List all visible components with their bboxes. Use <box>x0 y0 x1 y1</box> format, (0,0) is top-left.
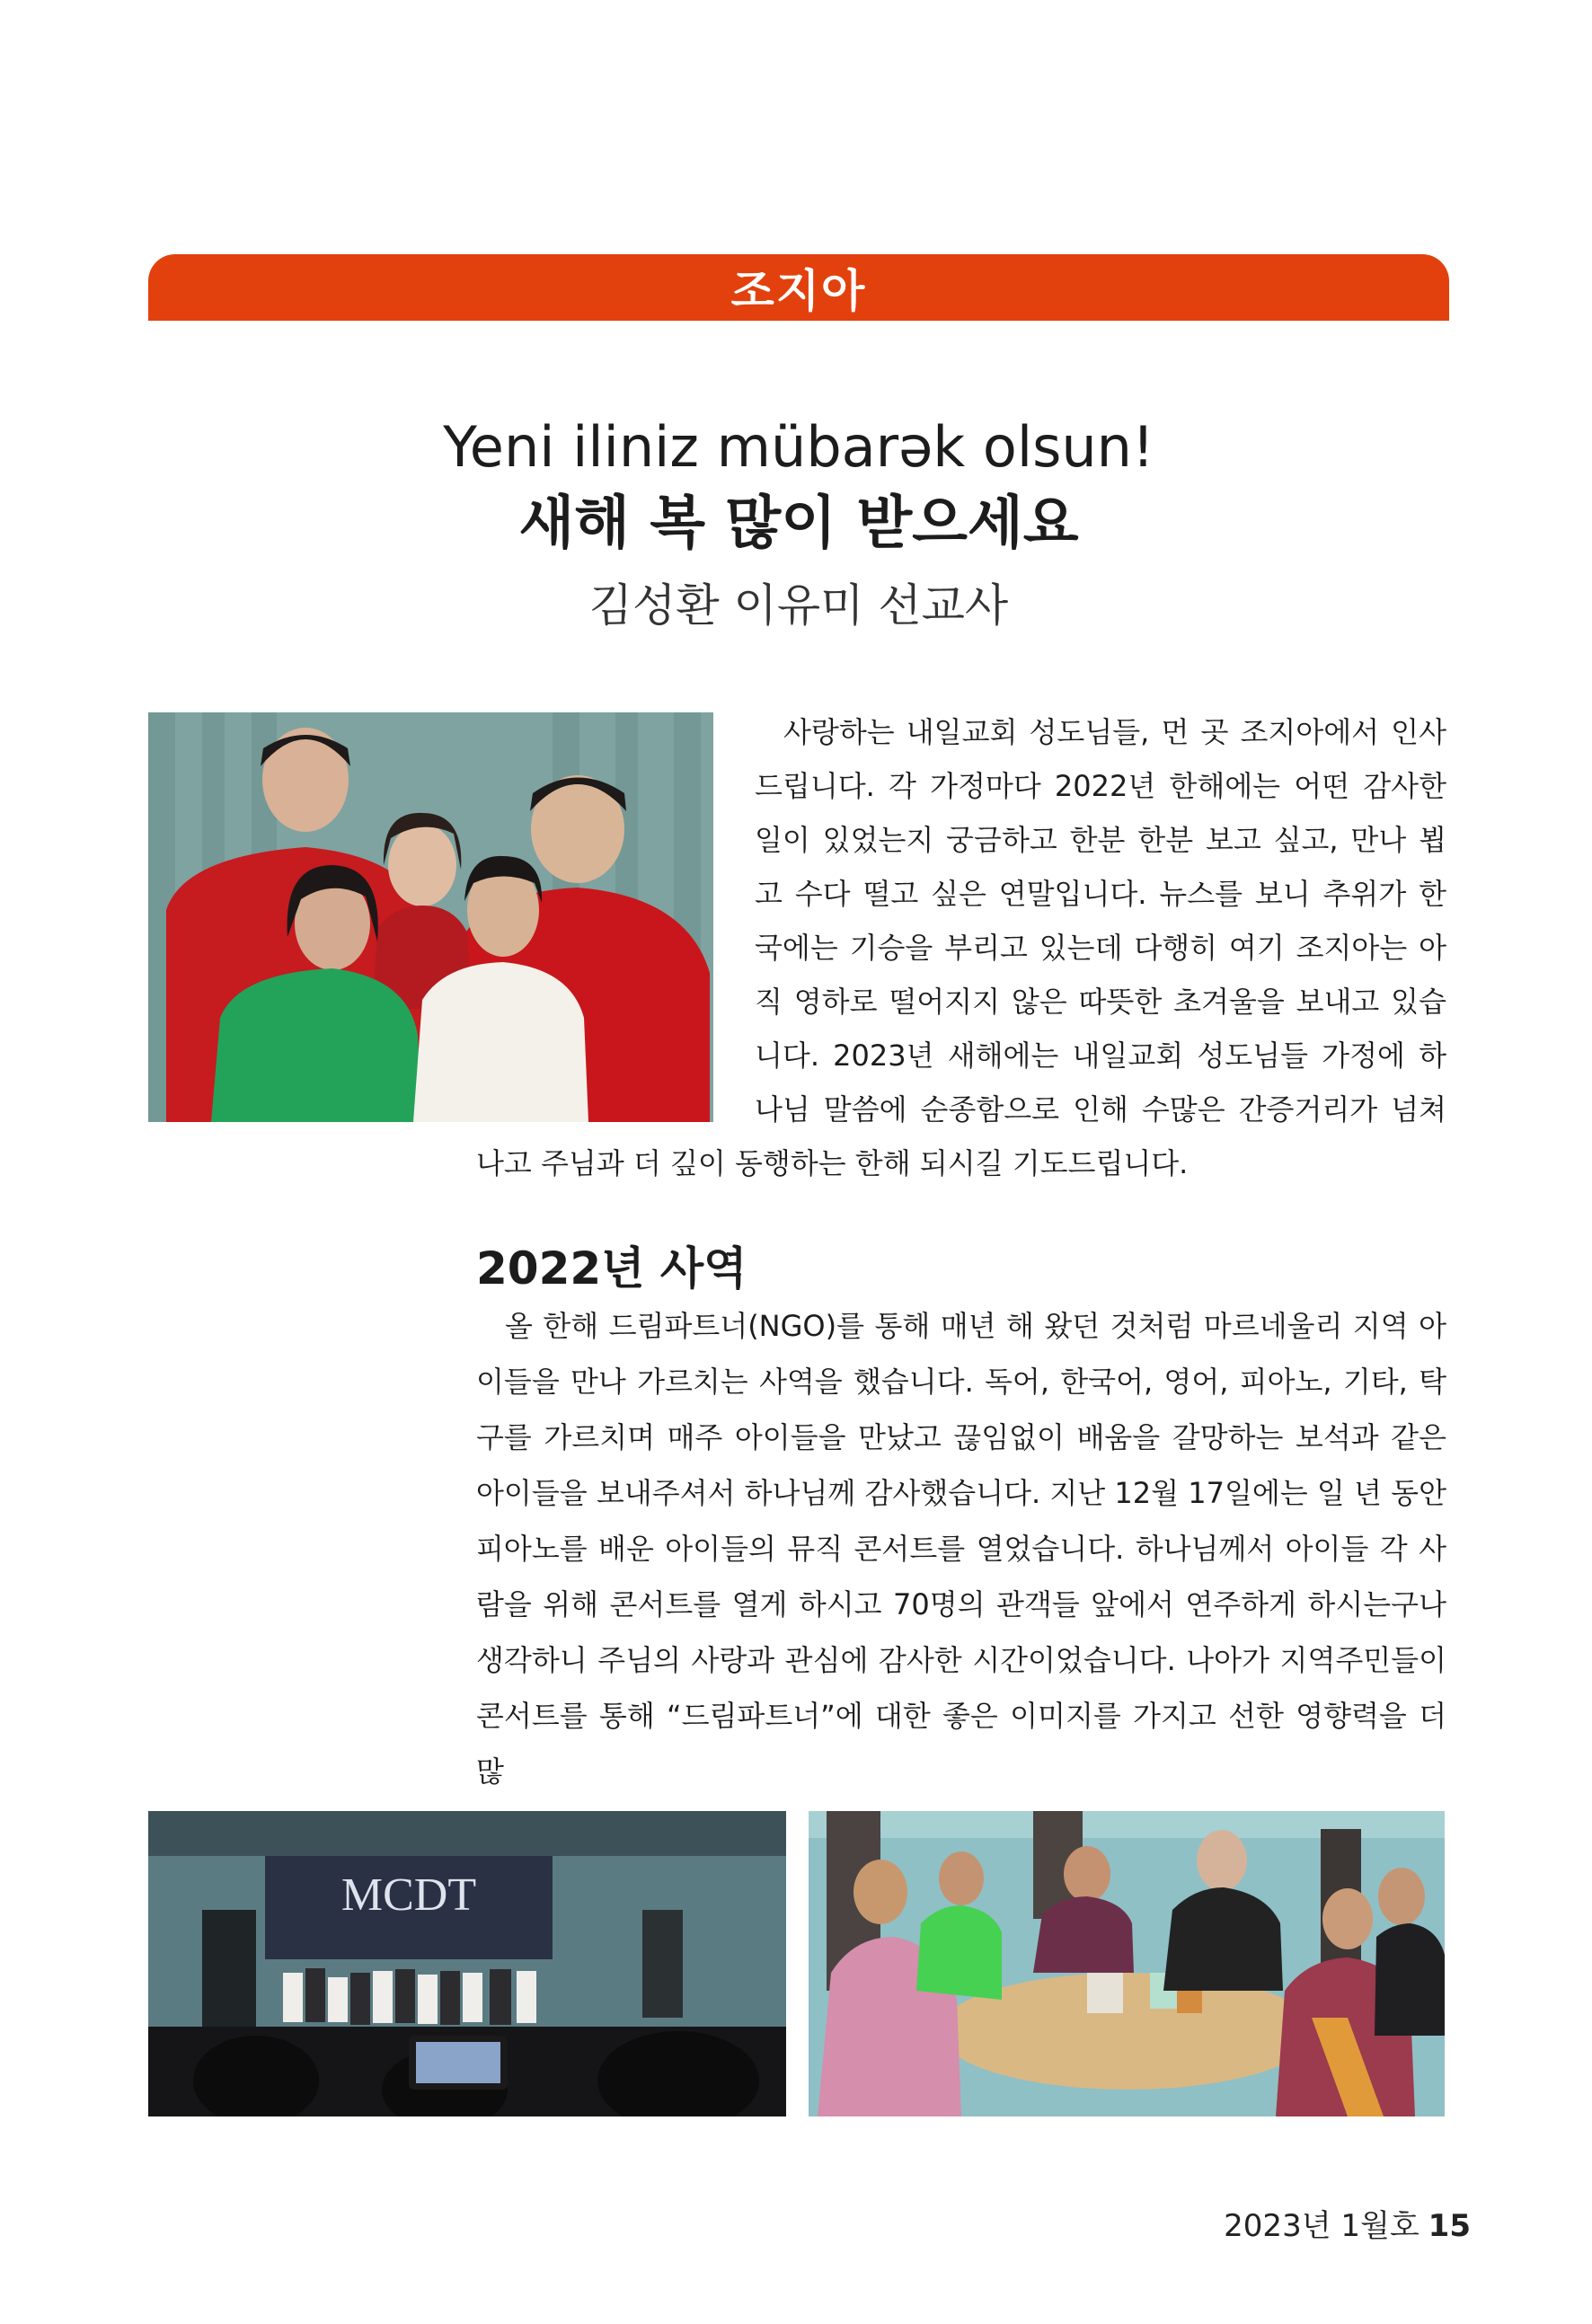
concert-photo <box>148 1811 786 2116</box>
author-line: 김성환 이유미 선교사 <box>588 579 1009 632</box>
photo-float-space <box>476 705 755 1136</box>
page-number: 15 <box>1428 2208 1471 2244</box>
meeting-photo <box>809 1811 1445 2116</box>
banner-label: 조지아 <box>730 265 867 317</box>
article-title-block <box>148 409 1449 646</box>
page-footer <box>1224 2201 1471 2245</box>
concert-sign-text: MCDT <box>341 1869 477 1921</box>
intro-paragraph: 사랑하는 내일교회 성도님들, 먼 곳 조지아에서 인사드립니다. 각 가정마다 2022년 한해에는 어떤 감사한 일이 있었는지 궁금하고 한분 한분 보고 싶고, 만나 뵙고 수다 떨고 싶은 연말입니다. 뉴스를 보니 추위가 한국에는 기승을 부리고 있는데 다행히 여기 조지아는 아직 영하로 떨어지지 않은 따뜻한 초겨울을 보내고 있습니다. 2023년 새해에는 내일교회 성도님들 가정에 하나님 말씀에 순종함으로 인해 수많은 간증거리가 넘쳐나고 주님과 더 깊이 동행하는 한해 되시길 기도드립니다. <box>476 715 1446 1180</box>
section-banner <box>148 254 1449 321</box>
section-heading: 2022년 사역 <box>476 1242 747 1295</box>
section-paragraph: 올 한해 드림파트너(NGO)를 통해 매년 해 왔던 것처럼 마르네울리 지역 아이들을 만나 가르치는 사역을 했습니다. 독어, 한국어, 영어, 피아노, 기타, 탁구를 가르치며 매주 아이들을 만났고 끊임없이 배움을 갈망하는 보석과 같은 아이들을 보내주셔서 하나님께 감사했습니다. 지난 12월 17일에는 일 년 동안 피아노를 배운 아이들의 뮤직 콘서트를 열었습니다. 하나님께서 아이들 각 사람을 위해 콘서트를 열게 하시고 70명의 관객들 앞에서 연주하게 하시는구나 생각하니 주님의 사랑과 관심에 감사한 시간이었습니다. 나아가 지역주민들이 콘서트를 통해 “드림파트너”에 대한 좋은 이미지를 가지고 선한 영향력을 더 많 <box>476 1309 1446 1789</box>
intro-paragraph-block <box>476 705 1446 1190</box>
section-body <box>476 1298 1446 1799</box>
title-english: Yeni iliniz mübarək olsun! <box>443 414 1154 480</box>
title-korean: 새해 복 많이 받으세요 <box>518 490 1079 557</box>
issue-label: 2023년 1월호 <box>1224 2208 1420 2244</box>
